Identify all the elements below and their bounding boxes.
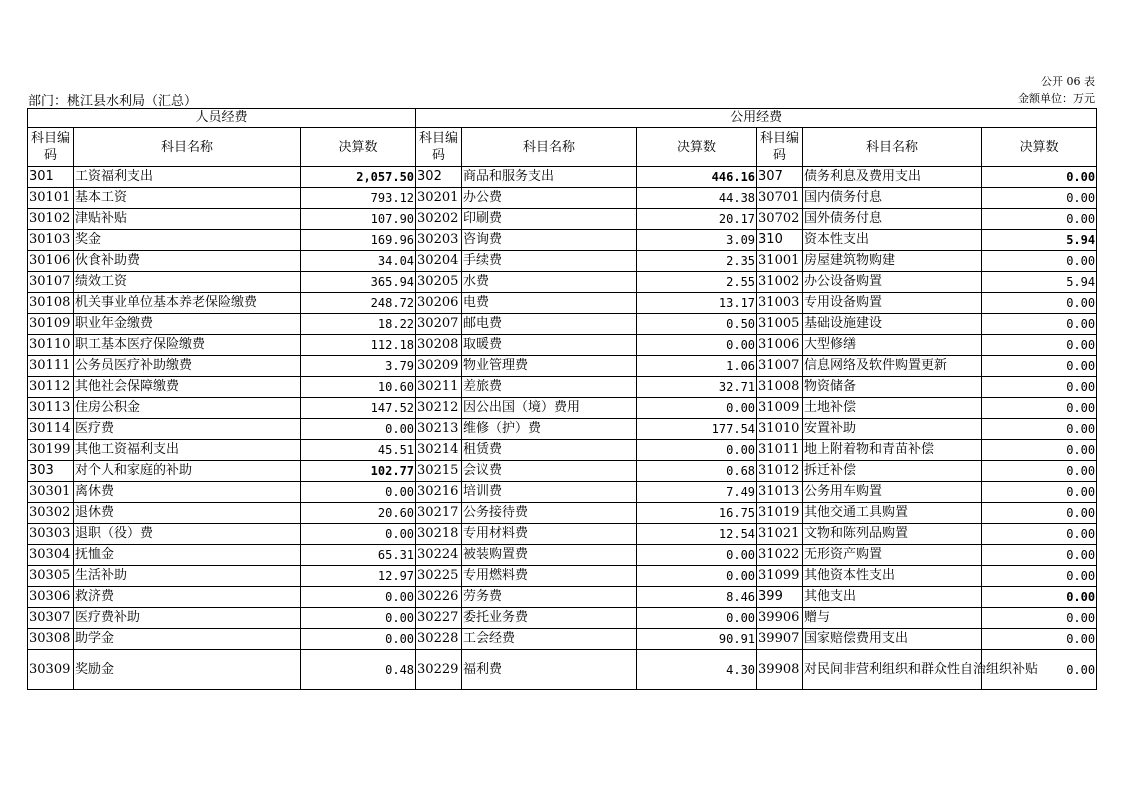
amount-cell: 34.04 [301, 251, 416, 272]
table-row [28, 398, 1097, 419]
subject-code-cell: 31010 [757, 419, 803, 440]
amount-cell: 4.30 [637, 650, 757, 690]
amount-cell: 44.38 [637, 188, 757, 209]
subject-code-cell: 30229 [416, 650, 462, 690]
department-label: 部门：桃江县水利局（汇总） [28, 94, 198, 109]
amount-cell: 2,057.50 [301, 167, 416, 188]
subject-code-cell: 303 [28, 461, 74, 482]
subject-code-cell: 31006 [757, 335, 803, 356]
subject-code-cell: 30302 [28, 503, 74, 524]
table-row [28, 482, 1097, 503]
amount-cell: 0.00 [982, 482, 1097, 503]
subject-code-cell: 30114 [28, 419, 74, 440]
table-row [28, 503, 1097, 524]
amount-cell: 0.68 [637, 461, 757, 482]
subject-code-cell: 39906 [757, 608, 803, 629]
table-body [28, 167, 1097, 690]
subject-code-cell: 31005 [757, 314, 803, 335]
subject-name-cell: 其他支出 [803, 587, 982, 608]
amount-cell: 0.00 [982, 167, 1097, 188]
subject-code-cell: 30107 [28, 272, 74, 293]
subject-code-cell: 30308 [28, 629, 74, 650]
subject-code-cell: 31007 [757, 356, 803, 377]
subject-name-cell: 其他资本性支出 [803, 566, 982, 587]
subject-name-cell: 救济费 [74, 587, 301, 608]
subject-name-cell: 国外债务付息 [803, 209, 982, 230]
subject-code-cell: 31008 [757, 377, 803, 398]
amount-cell: 0.00 [301, 629, 416, 650]
amount-cell: 32.71 [637, 377, 757, 398]
subject-code-cell: 31001 [757, 251, 803, 272]
table-row [28, 251, 1097, 272]
subject-code-cell: 30203 [416, 230, 462, 251]
expenditure-table [27, 108, 1097, 690]
subject-name-cell: 办公费 [462, 188, 637, 209]
subject-code-cell: 31021 [757, 524, 803, 545]
subject-name-cell: 医疗费 [74, 419, 301, 440]
table-row [28, 314, 1097, 335]
subject-name-cell: 公务接待费 [462, 503, 637, 524]
table-row [28, 335, 1097, 356]
amount-cell: 16.75 [637, 503, 757, 524]
subject-code-cell: 301 [28, 167, 74, 188]
subject-name-cell: 生活补助 [74, 566, 301, 587]
table-row [28, 440, 1097, 461]
amount-cell: 0.00 [982, 419, 1097, 440]
column-header-amount: 决算数 [301, 128, 416, 167]
table-row [28, 587, 1097, 608]
subject-name-cell: 办公设备购置 [803, 272, 982, 293]
subject-code-cell: 30301 [28, 482, 74, 503]
amount-cell: 0.00 [982, 608, 1097, 629]
subject-name-cell: 专用材料费 [462, 524, 637, 545]
subject-name-cell: 其他交通工具购置 [803, 503, 982, 524]
subject-name-cell: 咨询费 [462, 230, 637, 251]
subject-name-cell: 退休费 [74, 503, 301, 524]
subject-name-cell: 公务用车购置 [803, 482, 982, 503]
amount-cell: 1.06 [637, 356, 757, 377]
amount-cell: 20.17 [637, 209, 757, 230]
group-header-personnel: 人员经费 [28, 109, 416, 128]
column-header-amount: 决算数 [982, 128, 1097, 167]
subject-code-cell: 30113 [28, 398, 74, 419]
amount-cell: 0.00 [982, 398, 1097, 419]
subject-name-cell: 抚恤金 [74, 545, 301, 566]
subject-code-cell: 30204 [416, 251, 462, 272]
subject-name-cell: 离休费 [74, 482, 301, 503]
subject-code-cell: 30110 [28, 335, 74, 356]
subject-name-cell: 对个人和家庭的补助 [74, 461, 301, 482]
amount-cell: 0.00 [637, 566, 757, 587]
table-row [28, 566, 1097, 587]
subject-code-cell: 30103 [28, 230, 74, 251]
subject-code-cell: 30307 [28, 608, 74, 629]
subject-code-cell: 30199 [28, 440, 74, 461]
subject-code-cell: 307 [757, 167, 803, 188]
subject-code-cell: 30211 [416, 377, 462, 398]
subject-code-cell: 399 [757, 587, 803, 608]
subject-name-cell: 房屋建筑物购建 [803, 251, 982, 272]
subject-code-cell: 30209 [416, 356, 462, 377]
subject-name-cell: 拆迁补偿 [803, 461, 982, 482]
subject-name-cell: 绩效工资 [74, 272, 301, 293]
subject-name-cell: 邮电费 [462, 314, 637, 335]
subject-name-cell: 退职（役）费 [74, 524, 301, 545]
subject-name-cell: 电费 [462, 293, 637, 314]
subject-code-cell: 30228 [416, 629, 462, 650]
amount-cell: 0.00 [301, 587, 416, 608]
subject-name-cell: 安置补助 [803, 419, 982, 440]
amount-cell: 0.00 [982, 356, 1097, 377]
amount-cell: 0.00 [982, 335, 1097, 356]
amount-cell: 90.91 [637, 629, 757, 650]
amount-cell: 365.94 [301, 272, 416, 293]
amount-cell: 20.60 [301, 503, 416, 524]
amount-cell: 0.00 [982, 503, 1097, 524]
subject-code-cell: 30225 [416, 566, 462, 587]
subject-code-cell: 31009 [757, 398, 803, 419]
amount-cell: 0.00 [637, 545, 757, 566]
subject-name-cell: 职业年金缴费 [74, 314, 301, 335]
group-header-public: 公用经费 [416, 109, 1097, 128]
amount-cell: 0.00 [637, 608, 757, 629]
subject-name-cell: 基本工资 [74, 188, 301, 209]
subject-code-cell: 30305 [28, 566, 74, 587]
amount-cell: 5.94 [982, 230, 1097, 251]
amount-cell: 0.00 [637, 335, 757, 356]
amount-cell: 8.46 [637, 587, 757, 608]
subject-name-cell: 因公出国（境）费用 [462, 398, 637, 419]
subject-code-cell: 30227 [416, 608, 462, 629]
table-row [28, 377, 1097, 398]
table-row [28, 629, 1097, 650]
subject-code-cell: 30218 [416, 524, 462, 545]
amount-cell: 0.00 [982, 314, 1097, 335]
subject-code-cell: 31019 [757, 503, 803, 524]
table-row [28, 419, 1097, 440]
subject-name-cell: 维修（护）费 [462, 419, 637, 440]
amount-cell: 0.00 [982, 209, 1097, 230]
subject-code-cell: 30213 [416, 419, 462, 440]
amount-cell: 107.90 [301, 209, 416, 230]
subject-code-cell: 30304 [28, 545, 74, 566]
amount-cell: 0.00 [982, 188, 1097, 209]
subject-name-cell: 劳务费 [462, 587, 637, 608]
subject-code-cell: 310 [757, 230, 803, 251]
column-header-name: 科目名称 [462, 128, 637, 167]
amount-cell: 65.31 [301, 545, 416, 566]
amount-cell: 0.00 [982, 461, 1097, 482]
amount-cell: 0.00 [982, 629, 1097, 650]
amount-cell: 0.00 [982, 377, 1097, 398]
column-header-code: 科目编码 [28, 128, 74, 167]
table-row [28, 461, 1097, 482]
amount-unit-label: 金额单位：万元 [1018, 92, 1095, 105]
subject-code-cell: 39907 [757, 629, 803, 650]
subject-code-cell: 30306 [28, 587, 74, 608]
amount-cell: 112.18 [301, 335, 416, 356]
amount-cell: 18.22 [301, 314, 416, 335]
table-row [28, 272, 1097, 293]
amount-cell: 7.49 [637, 482, 757, 503]
subject-code-cell: 30216 [416, 482, 462, 503]
amount-cell: 0.00 [982, 293, 1097, 314]
subject-code-cell: 30206 [416, 293, 462, 314]
table-row [28, 356, 1097, 377]
subject-name-cell: 信息网络及软件购置更新 [803, 356, 982, 377]
amount-cell: 0.00 [301, 419, 416, 440]
amount-cell: 0.00 [982, 650, 1097, 690]
subject-name-cell: 物业管理费 [462, 356, 637, 377]
subject-name-cell: 职工基本医疗保险缴费 [74, 335, 301, 356]
subject-code-cell: 31012 [757, 461, 803, 482]
table-row [28, 545, 1097, 566]
subject-name-cell: 地上附着物和青苗补偿 [803, 440, 982, 461]
subject-name-cell: 专用燃料费 [462, 566, 637, 587]
amount-cell: 0.00 [982, 440, 1097, 461]
subject-name-cell: 文物和陈列品购置 [803, 524, 982, 545]
subject-name-cell: 被装购置费 [462, 545, 637, 566]
subject-code-cell: 30701 [757, 188, 803, 209]
subject-code-cell: 30205 [416, 272, 462, 293]
amount-cell: 0.48 [301, 650, 416, 690]
subject-name-cell: 津贴补贴 [74, 209, 301, 230]
subject-name-cell: 对民间非营利组织和群众性自治组织补贴 [803, 650, 982, 690]
subject-name-cell: 大型修缮 [803, 335, 982, 356]
subject-code-cell: 31013 [757, 482, 803, 503]
subject-code-cell: 31002 [757, 272, 803, 293]
subject-code-cell: 30212 [416, 398, 462, 419]
subject-code-cell: 30202 [416, 209, 462, 230]
table-row [28, 209, 1097, 230]
subject-name-cell: 专用设备购置 [803, 293, 982, 314]
subject-code-cell: 30208 [416, 335, 462, 356]
amount-cell: 169.96 [301, 230, 416, 251]
subject-name-cell: 无形资产购置 [803, 545, 982, 566]
form-number: 公开 06 表 [1041, 75, 1095, 88]
column-header-code: 科目编码 [757, 128, 803, 167]
amount-cell: 2.35 [637, 251, 757, 272]
subject-name-cell: 基础设施建设 [803, 314, 982, 335]
subject-name-cell: 医疗费补助 [74, 608, 301, 629]
subject-name-cell: 福利费 [462, 650, 637, 690]
amount-cell: 0.00 [301, 524, 416, 545]
amount-cell: 0.00 [982, 545, 1097, 566]
subject-name-cell: 赠与 [803, 608, 982, 629]
amount-cell: 0.00 [982, 251, 1097, 272]
table-row [28, 524, 1097, 545]
amount-cell: 0.00 [301, 482, 416, 503]
subject-name-cell: 培训费 [462, 482, 637, 503]
amount-cell: 177.54 [637, 419, 757, 440]
amount-cell: 5.94 [982, 272, 1097, 293]
subject-code-cell: 30201 [416, 188, 462, 209]
subject-code-cell: 39908 [757, 650, 803, 690]
subject-code-cell: 30112 [28, 377, 74, 398]
subject-name-cell: 国内债务付息 [803, 188, 982, 209]
subject-code-cell: 30108 [28, 293, 74, 314]
amount-cell: 446.16 [637, 167, 757, 188]
subject-name-cell: 工资福利支出 [74, 167, 301, 188]
subject-code-cell: 30109 [28, 314, 74, 335]
subject-code-cell: 30106 [28, 251, 74, 272]
subject-code-cell: 30215 [416, 461, 462, 482]
subject-code-cell: 302 [416, 167, 462, 188]
amount-cell: 0.00 [982, 566, 1097, 587]
amount-cell: 2.55 [637, 272, 757, 293]
subject-name-cell: 工会经费 [462, 629, 637, 650]
subject-name-cell: 债务利息及费用支出 [803, 167, 982, 188]
subject-name-cell: 物资储备 [803, 377, 982, 398]
subject-code-cell: 30309 [28, 650, 74, 690]
table-row [28, 293, 1097, 314]
amount-cell: 10.60 [301, 377, 416, 398]
subject-code-cell: 30101 [28, 188, 74, 209]
subject-name-cell: 公务员医疗补助缴费 [74, 356, 301, 377]
subject-code-cell: 30303 [28, 524, 74, 545]
amount-cell: 3.79 [301, 356, 416, 377]
subject-name-cell: 住房公积金 [74, 398, 301, 419]
amount-cell: 102.77 [301, 461, 416, 482]
column-header-name: 科目名称 [803, 128, 982, 167]
amount-cell: 3.09 [637, 230, 757, 251]
subject-name-cell: 委托业务费 [462, 608, 637, 629]
amount-cell: 0.00 [637, 398, 757, 419]
subject-name-cell: 助学金 [74, 629, 301, 650]
subject-code-cell: 30217 [416, 503, 462, 524]
subject-name-cell: 商品和服务支出 [462, 167, 637, 188]
subject-code-cell: 30226 [416, 587, 462, 608]
amount-cell: 13.17 [637, 293, 757, 314]
subject-code-cell: 31011 [757, 440, 803, 461]
subject-name-cell: 手续费 [462, 251, 637, 272]
subject-code-cell: 30102 [28, 209, 74, 230]
table-row [28, 188, 1097, 209]
subject-code-cell: 30111 [28, 356, 74, 377]
amount-cell: 12.97 [301, 566, 416, 587]
subject-name-cell: 会议费 [462, 461, 637, 482]
subject-name-cell: 水费 [462, 272, 637, 293]
subject-code-cell: 31003 [757, 293, 803, 314]
subject-code-cell: 30214 [416, 440, 462, 461]
subject-name-cell: 其他社会保障缴费 [74, 377, 301, 398]
amount-cell: 248.72 [301, 293, 416, 314]
amount-cell: 0.00 [637, 440, 757, 461]
subject-name-cell: 伙食补助费 [74, 251, 301, 272]
table-row [28, 167, 1097, 188]
column-header-name: 科目名称 [74, 128, 301, 167]
table-row [28, 608, 1097, 629]
amount-cell: 45.51 [301, 440, 416, 461]
subject-name-cell: 差旅费 [462, 377, 637, 398]
subject-name-cell: 奖励金 [74, 650, 301, 690]
subject-code-cell: 30207 [416, 314, 462, 335]
subject-code-cell: 31022 [757, 545, 803, 566]
amount-cell: 0.00 [982, 587, 1097, 608]
subject-name-cell: 土地补偿 [803, 398, 982, 419]
subject-name-cell: 其他工资福利支出 [74, 440, 301, 461]
table-row [28, 230, 1097, 251]
amount-cell: 0.50 [637, 314, 757, 335]
column-header-code: 科目编码 [416, 128, 462, 167]
subject-name-cell: 资本性支出 [803, 230, 982, 251]
amount-cell: 793.12 [301, 188, 416, 209]
subject-name-cell: 取暖费 [462, 335, 637, 356]
subject-name-cell: 印刷费 [462, 209, 637, 230]
subject-code-cell: 30224 [416, 545, 462, 566]
amount-cell: 0.00 [301, 608, 416, 629]
subject-name-cell: 奖金 [74, 230, 301, 251]
subject-name-cell: 国家赔偿费用支出 [803, 629, 982, 650]
subject-name-cell: 机关事业单位基本养老保险缴费 [74, 293, 301, 314]
amount-cell: 0.00 [982, 524, 1097, 545]
subject-name-cell: 租赁费 [462, 440, 637, 461]
column-header-amount: 决算数 [637, 128, 757, 167]
subject-code-cell: 31099 [757, 566, 803, 587]
amount-cell: 147.52 [301, 398, 416, 419]
amount-cell: 12.54 [637, 524, 757, 545]
subject-code-cell: 30702 [757, 209, 803, 230]
table-row [28, 650, 1097, 690]
